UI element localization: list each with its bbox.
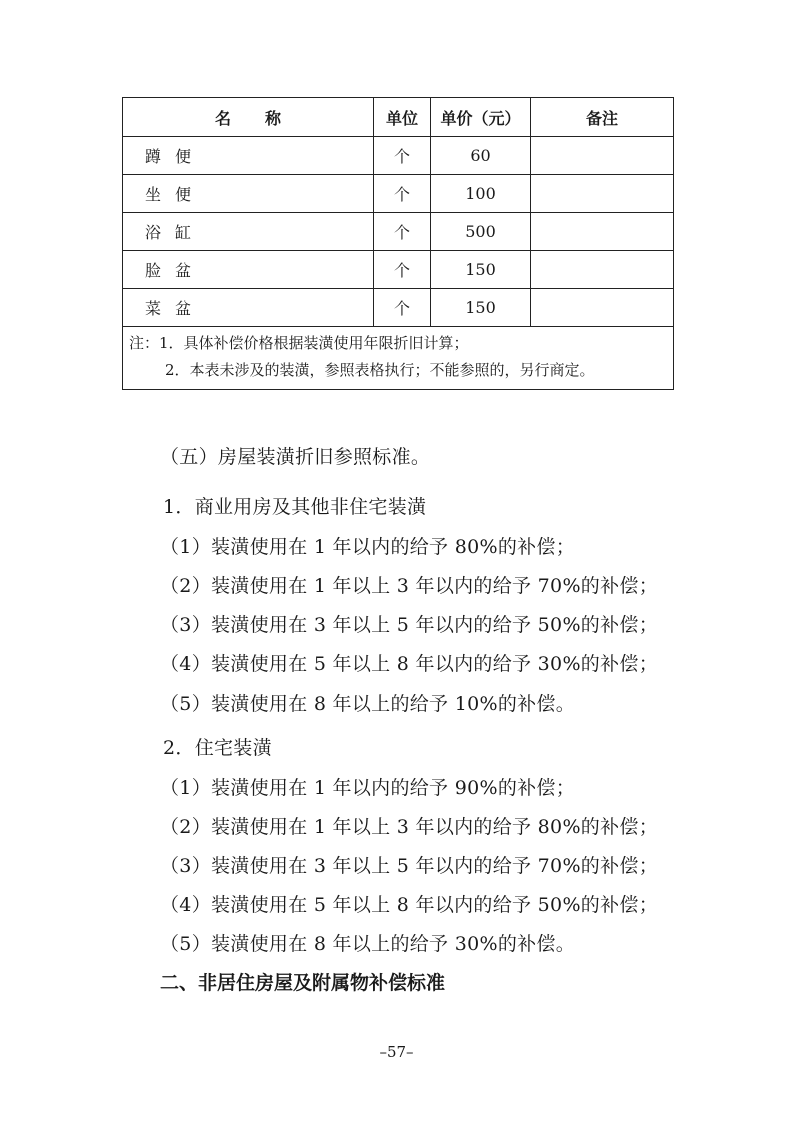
table-row (123, 137, 674, 175)
cell-unit: 个 (374, 289, 431, 327)
cell-remark (531, 213, 674, 251)
list-item: （5）装潢使用在 8 年以上的给予 30%的补偿。 (160, 933, 576, 955)
note-line-2: 2．本表未涉及的装潢，参照表格执行；不能参照的，另行商定。 (165, 361, 595, 379)
commercial-heading: 1．商业用房及其他非住宅装潢 (163, 496, 427, 518)
list-item: （3）装潢使用在 3 年以上 5 年以内的给予 50%的补偿； (160, 614, 658, 636)
section-two-title: 二、非居住房屋及附属物补偿标准 (160, 972, 446, 994)
table-row (123, 289, 674, 327)
cell-name: 菜盆 (123, 289, 374, 327)
cell-remark (531, 137, 674, 175)
cell-unit: 个 (374, 251, 431, 289)
cell-unit: 个 (374, 175, 431, 213)
residential-heading: 2．住宅装潢 (163, 737, 272, 759)
compensation-table (122, 97, 674, 390)
header-name: 名称 (123, 98, 374, 137)
cell-name: 脸盆 (123, 251, 374, 289)
list-item: （4）装潢使用在 5 年以上 8 年以内的给予 30%的补偿； (160, 653, 658, 675)
header-unit: 单位 (374, 98, 431, 137)
table-note (123, 327, 674, 390)
list-item: （1）装潢使用在 1 年以内的给予 80%的补偿； (160, 536, 576, 558)
cell-name: 浴缸 (123, 213, 374, 251)
cell-name: 蹲便 (123, 137, 374, 175)
table-note-row (123, 327, 674, 390)
cell-remark (531, 251, 674, 289)
note-line-1: 注：1．具体补偿价格根据装潢使用年限折旧计算； (129, 334, 469, 352)
cell-price: 500 (431, 213, 531, 251)
cell-price: 60 (431, 137, 531, 175)
cell-name: 坐便 (123, 175, 374, 213)
list-item: （2）装潢使用在 1 年以上 3 年以内的给予 70%的补偿； (160, 575, 658, 597)
cell-price: 150 (431, 289, 531, 327)
list-item: （4）装潢使用在 5 年以上 8 年以内的给予 50%的补偿； (160, 894, 658, 916)
header-remark: 备注 (531, 98, 674, 137)
cell-price: 150 (431, 251, 531, 289)
header-price: 单价（元） (431, 98, 531, 137)
cell-price: 100 (431, 175, 531, 213)
table-row (123, 175, 674, 213)
list-item: （3）装潢使用在 3 年以上 5 年以内的给予 70%的补偿； (160, 855, 658, 877)
section-five-heading: （五）房屋装潢折旧参照标准。 (160, 446, 431, 468)
table-row (123, 213, 674, 251)
cell-remark (531, 289, 674, 327)
list-item: （2）装潢使用在 1 年以上 3 年以内的给予 80%的补偿； (160, 816, 658, 838)
list-item: （5）装潢使用在 8 年以上的给予 10%的补偿。 (160, 693, 576, 715)
table-header-row (123, 98, 674, 137)
cell-remark (531, 175, 674, 213)
cell-unit: 个 (374, 137, 431, 175)
table-row (123, 251, 674, 289)
cell-unit: 个 (374, 213, 431, 251)
page-number: –57– (379, 1043, 414, 1061)
list-item: （1）装潢使用在 1 年以内的给予 90%的补偿； (160, 777, 576, 799)
